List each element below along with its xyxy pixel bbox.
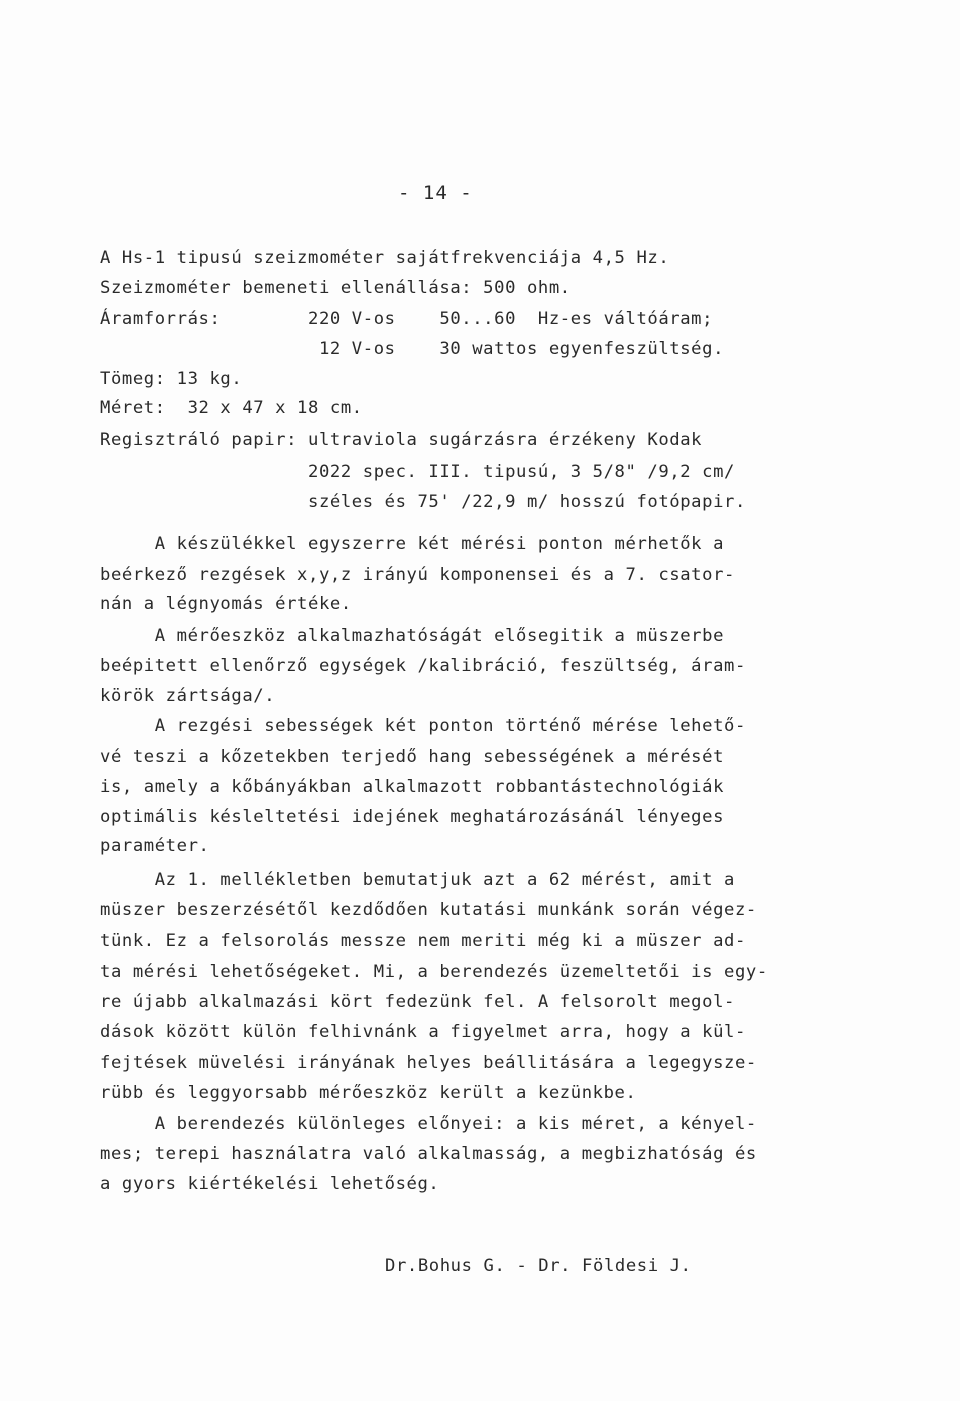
text-line: paraméter. [100,836,210,856]
signature-line: Dr.Bohus G. - Dr. Földesi J. [385,1256,692,1276]
text-line: nán a légnyomás értéke. [100,594,352,614]
text-line: A berendezés különleges előnyei: a kis méret, a kényel- [100,1114,757,1134]
text-line: Szeizmométer bemeneti ellenállása: 500 ohm. [100,278,571,298]
text-line: fejtések müvelési irányának helyes beállitására a legegysze- [100,1053,757,1073]
text-line: re újabb alkalmazási kört fedezünk fel. A felsorolt megol- [100,992,735,1012]
text-line: A rezgési sebességek két ponton történő mérése lehető- [100,716,746,736]
text-line: ta mérési lehetőségeket. Mi, a berendezés üzemeltetői is egy- [100,962,768,982]
text-line: Regisztráló papir: ultraviola sugárzásra érzékeny Kodak [100,430,703,450]
text-line: mes; terepi használatra való alkalmasság, a megbizhatóság és [100,1144,757,1164]
text-line: müszer beszerzésétől kezdődően kutatási munkánk során végez- [100,900,757,920]
text-line: A mérőeszköz alkalmazhatóságát elősegitik a müszerbe [100,626,725,646]
text-line: is, amely a kőbányákban alkalmazott robbantástechnológiák [100,777,725,797]
text-line: A Hs-1 tipusú szeizmométer sajátfrekvenciája 4,5 Hz. [100,248,670,268]
page-number: - 14 - [398,182,473,204]
text-line: beérkező rezgések x,y,z irányú komponensei és a 7. csator- [100,565,735,585]
text-line: a gyors kiértékelési lehetőség. [100,1174,440,1194]
text-line: dások között külön felhivnánk a figyelmet arra, hogy a kül- [100,1022,746,1042]
text-line: 2022 spec. III. tipusú, 3 5/8" /9,2 cm/ [100,462,735,482]
text-line: széles és 75' /22,9 m/ hosszú fotópapir. [100,492,746,512]
text-line: Méret: 32 x 47 x 18 cm. [100,398,363,418]
text-line: Az 1. mellékletben bemutatjuk azt a 62 mérést, amit a [100,870,735,890]
text-line: optimális késleltetési idejének meghatározásánál lényeges [100,807,725,827]
text-line: 12 V-os 30 wattos egyenfeszültség. [100,339,725,359]
text-line: tünk. Ez a felsorolás messze nem meriti még ki a müszer ad- [100,931,746,951]
text-line: rübb és leggyorsabb mérőeszköz került a kezünkbe. [100,1083,637,1103]
text-line: Tömeg: 13 kg. [100,369,243,389]
text-line: A készülékkel egyszerre két mérési ponton mérhetők a [100,534,725,554]
text-line: körök zártsága/. [100,686,276,706]
text-line: beépitett ellenőrző egységek /kalibráció, feszültség, áram- [100,656,746,676]
text-line: Áramforrás: 220 V-os 50...60 Hz-es váltóáram; [100,309,714,329]
text-line: vé teszi a kőzetekben terjedő hang sebességének a mérését [100,747,725,767]
